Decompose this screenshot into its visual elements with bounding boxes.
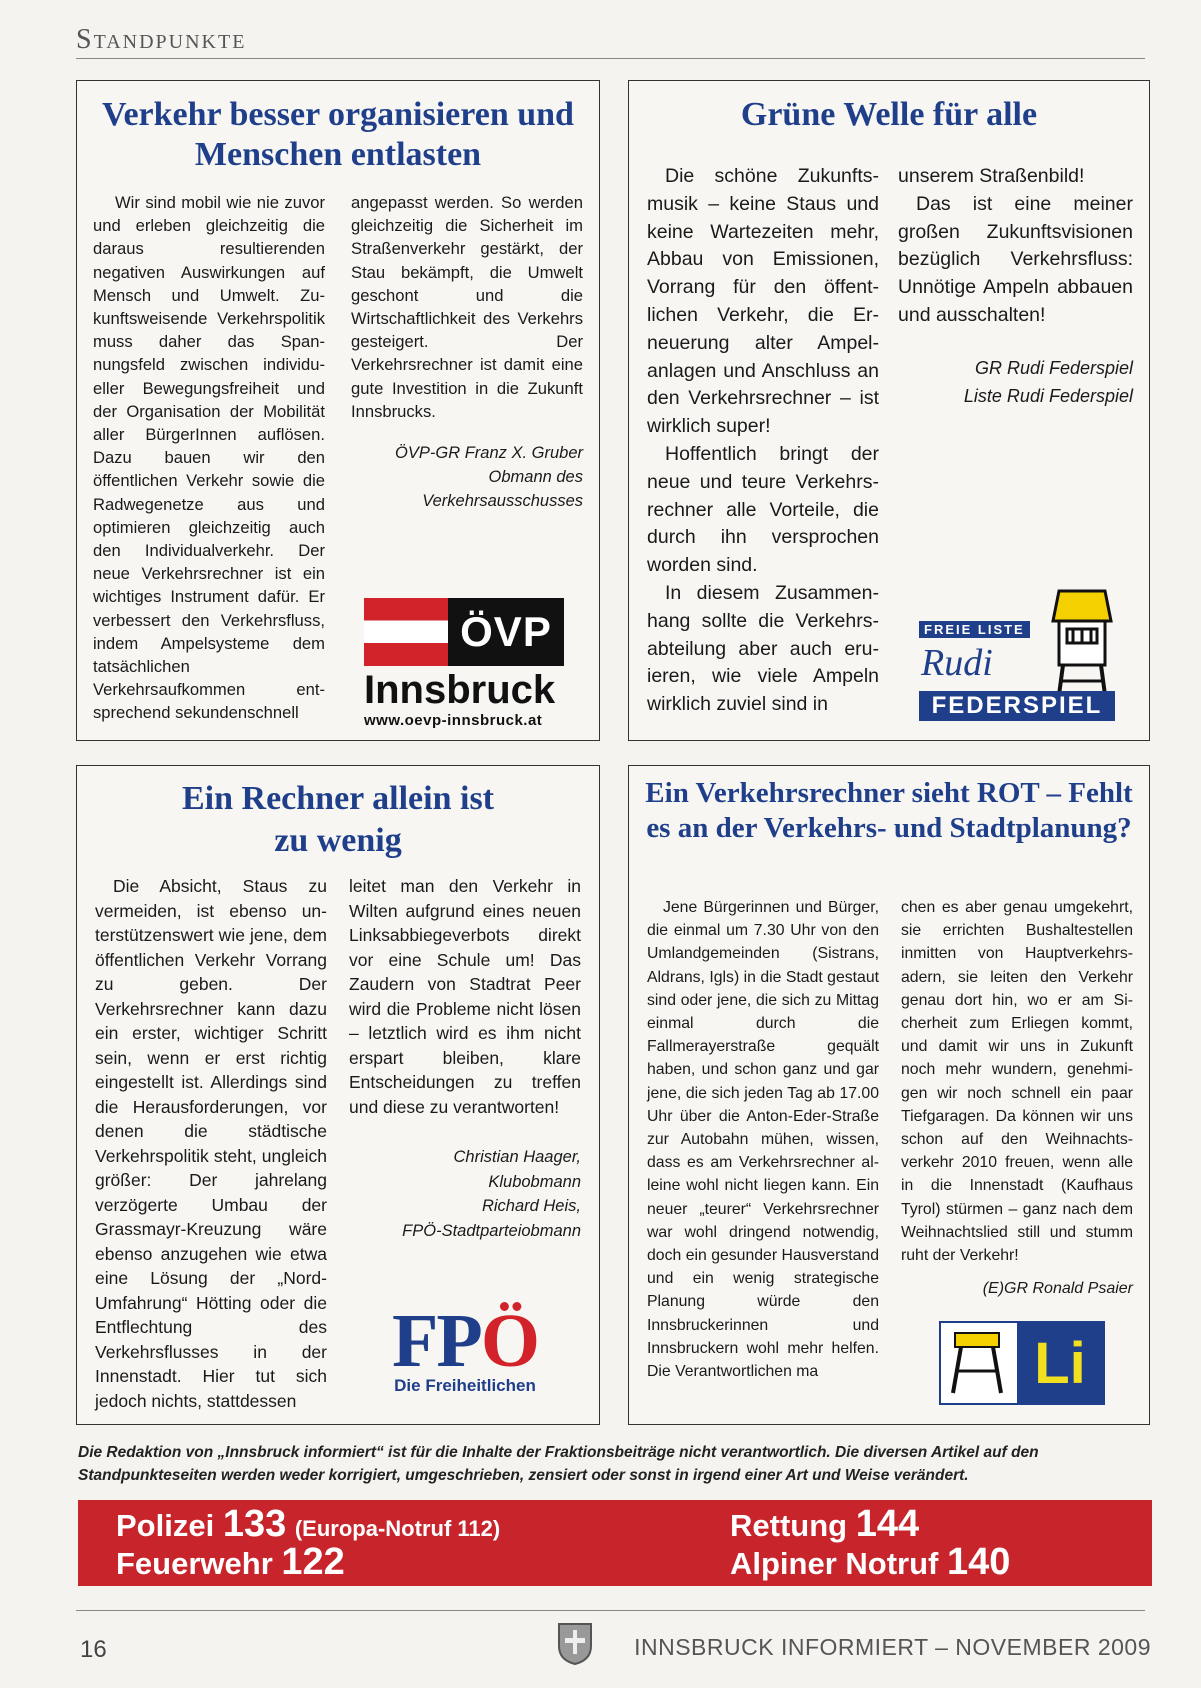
emergency-rescue: Rettung 144 — [730, 1503, 920, 1545]
article-title: Ein Rechner allein ist zu wenig — [182, 780, 494, 859]
tower-icon — [941, 1323, 1017, 1403]
signature: (E)GR Ronald Psaier — [982, 1280, 1133, 1298]
top-divider — [76, 58, 1145, 59]
article-column-2: chen es aber genau umgekehrt, sie errichten Bushaltestellen inmitten von Hauptverkehrsadern, sie leiten den Verkehr genau dort hin, wo er am Sicherheit zum Erliegen kommt, und damit wir uns in Zukunft noch mehr wundern, genehmigen wir noch schnell ein paar Tiefgaragen. Da können wir uns schon auf den Weihnachtsverkehr 2010 freuen, wenn alle in die Innenstadt (Kaufhaus Tyrol) stürmen – ganz nach dem Weihnachtslied still und stumm ruht der Verkehr! (E)GR Ronald Psaier — [901, 896, 1133, 1383]
fpoe-logo: FPÖ Die Freiheitlichen — [392, 1299, 538, 1395]
article-column-1: Die schöne Zukunftsmusik – keine Staus und keine Wartezeiten mehr, Abbau von Emissionen, Vorrang für den öffentlichen Verkehr, die Erneuerung alter Ampelanlagen und Anschluss an den Verkehrsrechner – ist wirklich super! Hoffentlich bringt der neue und teure Verkehrsrechner alle Vorteile, die durch ihn versprochen worden sind. In diesem Zusammenhang sollte die Verkehrsabteilung aber auch eruieren, wie viele Ampeln wirklich zuviel sind in — [647, 165, 879, 716]
article-title: Verkehr besser organisieren und Menschen entlasten — [102, 96, 574, 173]
article-column-2: unserem Straßenbild! Das ist eine meiner großen Zukunftsvisionen bezüglich Verkehrsfluss: Unnötige Ampeln abbauen und ausschalten! GR Rudi Federspiel Liste Rudi Federspiel — [898, 163, 1133, 719]
article-federspiel — [628, 80, 1150, 741]
oevp-logo: ÖVP Innsbruck www.oevp-innsbruck.at — [364, 598, 564, 729]
article-fpoe — [76, 765, 600, 1425]
signature: ÖVP-GR Franz X. Gruber Obmann des Verkehrsausschusses — [395, 444, 583, 511]
article-oevp — [76, 80, 600, 741]
austria-flag-icon — [364, 598, 448, 666]
article-title: Grüne Welle für alle — [740, 96, 1038, 133]
signature: GR Rudi Federspiel Liste Rudi Federspiel — [963, 357, 1133, 406]
emergency-fire: Feuerwehr 122 — [116, 1541, 345, 1583]
disclaimer: Die Redaktion von „Innsbruck informiert“ ist für die Inhalte der Fraktionsbeiträge nicht verantwortlich. Die diversen Artikel auf den Standpunkteseiten werden weder korrigiert, umgeschrieben, zensiert oder sonst in irgend einer Art und Weise verändert. — [78, 1444, 1039, 1484]
li-logo: Li — [939, 1321, 1105, 1405]
article-title: Ein Verkehrsrechner sieht ROT – Fehlt es an der Verkehrs- und Stadtplanung? — [645, 777, 1133, 844]
emergency-numbers-banner — [78, 1500, 1152, 1586]
bottom-divider — [76, 1610, 1145, 1611]
section-label: Standpunkte — [76, 24, 247, 55]
article-column-1: Die Absicht, Staus zu vermeiden, ist ebenso unterstützenswert wie jene, dem öffentlichen Verkehr Vorrang zu geben. Der Verkehrsrechner kann dazu ein erster, wichtiger Schritt sein, wenn er erst richtig eingestellt ist. Allerdings sind die Herausforderungen, vor denen die städtische Verkehrspolitik steht, ungleich größer: Der jahrelang verzögerte Umbau der Grassmayr-Kreuzung wäre ebenso anzugehen wie etwa eine Lösung der „Nord-Umfahrung“ Hötting oder die Entflechtung des Verkehrsflusses in der Innenstadt. Hier tut sich jedoch nichts, stattdessen — [95, 876, 327, 1411]
publication-title: INNSBRUCK INFORMIERT – NOVEMBER 2009 — [634, 1634, 1151, 1660]
city-crest-icon — [557, 1622, 593, 1666]
signature: Christian Haager, Klubobmann Richard Heis, FPÖ-Stadtparteiobmann — [402, 1148, 581, 1240]
article-column-1: Wir sind mobil wie nie zuvor und erleben gleichzeitig die daraus resultierenden negativen Auswirkungen auf Mensch und Umwelt. Zukunftsweisende Verkehrspolitik muss daher das Spannungsfeld zwischen individueller Bewegungsfreiheit und der Organisation der Mobilität aller BürgerInnen auflösen. Dazu bauen wir den öffentlichen Verkehr sowie die Radwegenetze aus und optimieren gleichzeitig auch den Individualverkehr. Der neue Verkehrsrechner ist ein wichtiges Instrument dafür. Er verbessert den Verkehrsfluss, indem Ampelsysteme dem tatsächlichen Verkehrsaufkommen entsprechend sekundenschnell — [93, 193, 325, 723]
article-li — [628, 765, 1150, 1425]
liste-federspiel-logo: FREIE LISTE Rudi FEDERSPIEL — [919, 587, 1115, 721]
emergency-alpine: Alpiner Notruf 140 — [730, 1541, 1011, 1583]
article-column-2: leitet man den Verkehr in Wilten aufgrund eines neuen Linksabbiegeverbots direkt vor eine Schule um! Das Zaudern von Stadtrat Peer wird die Probleme nicht lösen – letztlich wird es ihm nicht erspart bleiben, klare Entscheidungen zu treffen und diese zu verantworten! Christian Haager, Klubobmann Richard Heis, FPÖ-Stadtparteiobmann — [349, 874, 581, 1413]
article-column-2: angepasst werden. So werden gleichzeitig die Sicherheit im Straßenverkehr gestärkt, der Stau bekämpft, die Umwelt geschont und die Wirtschaftlichkeit des Verkehrs gesteigert. Der Verkehrsrechner ist damit eine gute Investition in die Zukunft Innsbrucks. ÖVP-GR Franz X. Gruber Obmann des Verkehrsausschusses — [351, 191, 583, 725]
emergency-police: Polizei 133 (Europa-Notruf 112) — [116, 1503, 501, 1545]
page-number: 16 — [80, 1636, 107, 1663]
tower-icon — [1049, 587, 1115, 697]
article-column-1: Jene Bürgerinnen und Bürger, die einmal um 7.30 Uhr von den Umlandgemeinden (Sistrans, Aldrans, Igls) in die Stadt gestaut sind oder jene, die sich zu Mittag einmal durch die Fallmerayerstraße gequält haben, und schon ganz und gar jene, die sich jeden Tag ab 17.00 Uhr über die Anton-Eder-Straße zur Autobahn mühen, wissen, dass es am Verkehrsrechner alleine wohl nicht liegen kann. Ein neuer „teurer“ Verkehrsrechner war wohl dringend notwendig, doch ein gesunder Hausverstand und ein wenig strategische Planung würde den Innsbruckerinnen und Innsbruckern wohl mehr helfen. Die Verantwortlichen ma — [647, 899, 879, 1381]
